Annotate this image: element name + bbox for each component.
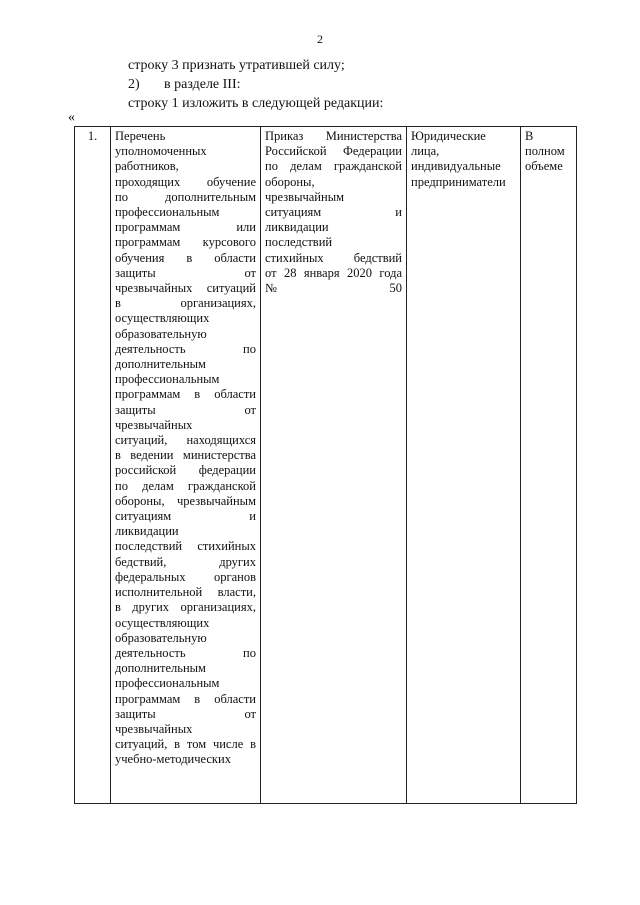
document-cell xyxy=(261,127,407,804)
cell-line: программам курсового xyxy=(115,235,256,250)
cell-line: деятельность по xyxy=(115,645,256,660)
cell-line: по делам гражданской xyxy=(265,159,402,174)
row-number-cell xyxy=(75,127,111,804)
cell-line: деятельность по xyxy=(115,341,256,356)
cell-line: полном xyxy=(525,144,565,159)
intro-line-3: строку 1 изложить в следующей редакции: xyxy=(128,96,384,111)
cell-line: чрезвычайных ситуаций xyxy=(115,281,256,296)
cell-line: профессиональным xyxy=(115,372,220,387)
intro-text xyxy=(128,56,383,113)
cell-line: Перечень xyxy=(115,129,166,143)
cell-line: предприниматели xyxy=(411,174,506,189)
cell-line: защиты от xyxy=(115,402,256,417)
cell-line: российской федерации xyxy=(115,463,256,478)
page-number: 2 xyxy=(317,32,323,46)
cell-line: защиты от xyxy=(115,706,256,721)
cell-line: дополнительным xyxy=(115,357,206,372)
cell-line: № 50 xyxy=(265,281,402,296)
subjects-text xyxy=(411,129,516,190)
cell-line: образовательную xyxy=(115,326,207,341)
cell-line: ликвидации xyxy=(115,524,179,539)
cell-line: федеральных органов xyxy=(115,569,256,584)
opening-quote: « xyxy=(68,110,75,125)
amendment-table xyxy=(74,126,577,804)
cell-line: по делам гражданской xyxy=(115,478,256,493)
cell-line: последствий xyxy=(265,235,333,250)
document-text xyxy=(265,129,402,296)
cell-line: ситуаций, в том числе в xyxy=(115,737,256,752)
cell-line: уполномоченных xyxy=(115,144,207,159)
scope-text xyxy=(525,129,572,175)
cell-line: программам в области xyxy=(115,387,256,402)
table-row xyxy=(75,127,577,804)
cell-line: бедствий, других xyxy=(115,554,256,569)
cell-line: чрезвычайных xyxy=(115,721,193,736)
cell-line: проходящих обучение xyxy=(115,174,256,189)
intro-item-number: 2) xyxy=(128,77,140,92)
cell-line: профессиональным xyxy=(115,676,220,691)
cell-line: стихийных бедствий xyxy=(265,250,402,265)
cell-line: программам в области xyxy=(115,691,256,706)
cell-line: обороны, чрезвычайным xyxy=(115,493,256,508)
cell-line: исполнительной власти, xyxy=(115,585,256,600)
cell-line: профессиональным xyxy=(115,205,220,220)
cell-line: ситуациям и xyxy=(265,205,402,220)
cell-line: Юридические xyxy=(411,129,486,143)
cell-line: по дополнительным xyxy=(115,189,256,204)
cell-line: ситуаций, находящихся xyxy=(115,433,256,448)
cell-line: осуществляющих xyxy=(115,311,210,326)
subjects-cell xyxy=(407,127,521,804)
cell-line: в ведении министерства xyxy=(115,448,256,463)
cell-line: обороны, xyxy=(265,174,315,189)
intro-line-1: строку 3 признать утратившей силу; xyxy=(128,58,345,73)
intro-item-text: в разделе III: xyxy=(164,77,241,92)
cell-line: учебно-методических xyxy=(115,752,231,767)
intro-line-2 xyxy=(128,75,383,94)
cell-line: лица, xyxy=(411,144,440,159)
scope-cell xyxy=(521,127,577,804)
cell-line: работников, xyxy=(115,159,179,174)
description-cell xyxy=(111,127,261,804)
cell-line: в других организациях, xyxy=(115,600,256,615)
cell-line: дополнительным xyxy=(115,661,206,676)
cell-line: программам или xyxy=(115,220,256,235)
cell-line: Приказ Министерства xyxy=(265,129,402,143)
cell-line: В xyxy=(525,129,534,143)
row-number: 1. xyxy=(87,129,98,143)
cell-line: Российской Федерации xyxy=(265,144,402,159)
cell-line: объеме xyxy=(525,159,563,174)
cell-line: ликвидации xyxy=(265,220,329,235)
cell-line: индивидуальные xyxy=(411,159,501,174)
cell-line: защиты от xyxy=(115,265,256,280)
cell-line: в организациях, xyxy=(115,296,256,311)
description-text xyxy=(115,129,256,768)
cell-line: образовательную xyxy=(115,630,207,645)
cell-line: последствий стихийных xyxy=(115,539,256,554)
cell-line: чрезвычайных xyxy=(115,417,193,432)
cell-line: обучения в области xyxy=(115,250,256,265)
cell-line: чрезвычайным xyxy=(265,189,344,204)
cell-line: ситуациям и xyxy=(115,509,256,524)
cell-line: от 28 января 2020 года xyxy=(265,265,402,280)
cell-line: осуществляющих xyxy=(115,615,210,630)
